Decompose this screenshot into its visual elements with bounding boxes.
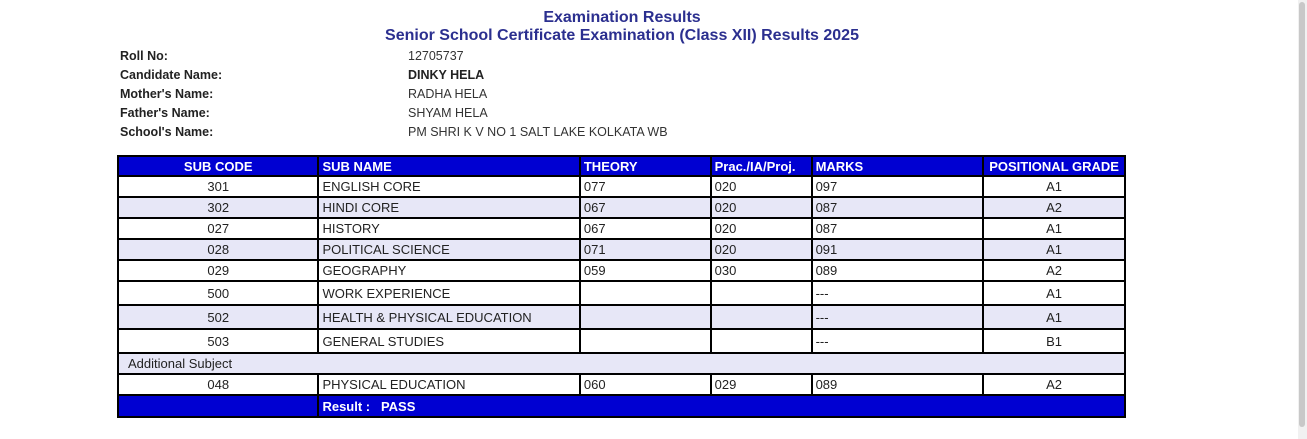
theory-cell (580, 305, 711, 329)
theory-cell: 059 (580, 260, 711, 281)
result-status: Result : PASS (318, 395, 1125, 417)
theory-cell: 067 (580, 197, 711, 218)
mother-name-label: Mother's Name: (120, 87, 214, 101)
header-sub-code: SUB CODE (118, 156, 318, 176)
practical-cell: 020 (711, 197, 812, 218)
roll-label: Roll No: (120, 49, 168, 63)
sub-name-cell: PHYSICAL EDUCATION (318, 374, 579, 395)
table-row (118, 260, 1125, 281)
marks-cell: 087 (812, 197, 984, 218)
table-row (118, 329, 1125, 353)
header-practical: Prac./IA/Proj. (711, 156, 812, 176)
candidate-name-label: Candidate Name: (120, 68, 223, 82)
marks-cell: 091 (812, 239, 984, 260)
candidate-name-value: DINKY HELA (408, 68, 485, 82)
father-name-value: SHYAM HELA (408, 106, 488, 120)
results-table (117, 155, 1126, 418)
header-sub-name: SUB NAME (318, 156, 579, 176)
table-header-row (118, 156, 1125, 176)
table-row (118, 305, 1125, 329)
grade-cell: A1 (983, 305, 1125, 329)
sub-name-cell: GENERAL STUDIES (318, 329, 579, 353)
marks-cell: 087 (812, 218, 984, 239)
roll-value: 12705737 (408, 49, 464, 63)
sub-name-cell: ENGLISH CORE (318, 176, 579, 197)
grade-cell: A2 (983, 260, 1125, 281)
theory-cell: 071 (580, 239, 711, 260)
father-name-label: Father's Name: (120, 106, 210, 120)
practical-cell (711, 305, 812, 329)
practical-cell (711, 281, 812, 305)
sub-name-cell: POLITICAL SCIENCE (318, 239, 579, 260)
sub-name-cell: GEOGRAPHY (318, 260, 579, 281)
marks-cell: --- (812, 329, 984, 353)
marks-cell: --- (812, 281, 984, 305)
practical-cell (711, 329, 812, 353)
marks-cell: 097 (812, 176, 984, 197)
grade-cell: A2 (983, 374, 1125, 395)
table-row (118, 281, 1125, 305)
school-name-value: PM SHRI K V NO 1 SALT LAKE KOLKATA WB (408, 125, 668, 139)
grade-cell: A1 (983, 239, 1125, 260)
additional-subject-label: Additional Subject (118, 353, 1125, 374)
grade-cell: B1 (983, 329, 1125, 353)
sub-code-cell: 027 (118, 218, 318, 239)
sub-code-cell: 048 (118, 374, 318, 395)
sub-code-cell: 302 (118, 197, 318, 218)
sub-code-cell: 028 (118, 239, 318, 260)
sub-name-cell: HINDI CORE (318, 197, 579, 218)
header-positional-grade: POSITIONAL GRADE (983, 156, 1125, 176)
marks-cell: 089 (812, 260, 984, 281)
table-row (118, 176, 1125, 197)
mother-name-value: RADHA HELA (408, 87, 488, 101)
scrollbar-thumb[interactable] (1299, 2, 1305, 427)
grade-cell: A1 (983, 218, 1125, 239)
result-row (118, 395, 1125, 417)
grade-cell: A2 (983, 197, 1125, 218)
practical-cell: 020 (711, 239, 812, 260)
table-row (118, 197, 1125, 218)
grade-cell: A1 (983, 176, 1125, 197)
marks-cell: --- (812, 305, 984, 329)
theory-cell (580, 281, 711, 305)
marks-cell: 089 (812, 374, 984, 395)
additional-subject-row (118, 353, 1125, 374)
theory-cell: 060 (580, 374, 711, 395)
header-theory: THEORY (580, 156, 711, 176)
table-row (118, 239, 1125, 260)
result-spacer-cell (118, 395, 318, 417)
practical-cell: 020 (711, 218, 812, 239)
sub-code-cell: 503 (118, 329, 318, 353)
page-subtitle: Senior School Certificate Examination (Class XII) Results 2025 (385, 27, 859, 44)
sub-code-cell: 029 (118, 260, 318, 281)
table-row (118, 374, 1125, 395)
page-title: Examination Results (543, 9, 701, 26)
school-name-label: School's Name: (120, 125, 214, 139)
sub-code-cell: 502 (118, 305, 318, 329)
practical-cell: 020 (711, 176, 812, 197)
sub-name-cell: WORK EXPERIENCE (318, 281, 579, 305)
theory-cell: 067 (580, 218, 711, 239)
vertical-scrollbar[interactable] (1298, 0, 1307, 439)
sub-name-cell: HISTORY (318, 218, 579, 239)
sub-code-cell: 301 (118, 176, 318, 197)
theory-cell (580, 329, 711, 353)
practical-cell: 030 (711, 260, 812, 281)
sub-code-cell: 500 (118, 281, 318, 305)
theory-cell: 077 (580, 176, 711, 197)
grade-cell: A1 (983, 281, 1125, 305)
table-row (118, 218, 1125, 239)
sub-name-cell: HEALTH & PHYSICAL EDUCATION (318, 305, 579, 329)
practical-cell: 029 (711, 374, 812, 395)
header-marks: MARKS (812, 156, 984, 176)
